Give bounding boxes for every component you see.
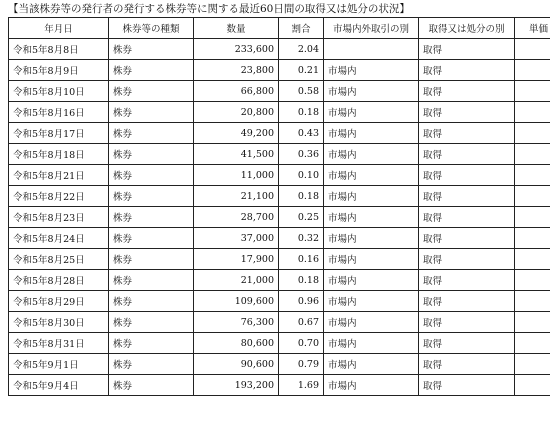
cell-acquisition-disposal: 取得: [419, 375, 515, 396]
cell-market: [324, 39, 419, 60]
cell-ratio: 0.16: [279, 249, 324, 270]
cell-date: 令和5年8月30日: [9, 312, 109, 333]
cell-ratio: 0.58: [279, 81, 324, 102]
cell-market: 市場内: [324, 375, 419, 396]
cell-quantity: 76,300: [194, 312, 279, 333]
cell-quantity: 20,800: [194, 102, 279, 123]
cell-date: 令和5年8月31日: [9, 333, 109, 354]
cell-market: 市場内: [324, 291, 419, 312]
cell-security-type: 株券: [109, 123, 194, 144]
table-row: [9, 207, 550, 228]
cell-market: 市場内: [324, 228, 419, 249]
cell-quantity: 28,700: [194, 207, 279, 228]
cell-unit-price: [515, 291, 550, 312]
cell-security-type: 株券: [109, 291, 194, 312]
cell-security-type: 株券: [109, 312, 194, 333]
table-row: [9, 375, 550, 396]
cell-market: 市場内: [324, 123, 419, 144]
cell-date: 令和5年8月17日: [9, 123, 109, 144]
cell-acquisition-disposal: 取得: [419, 291, 515, 312]
cell-security-type: 株券: [109, 165, 194, 186]
cell-security-type: 株券: [109, 144, 194, 165]
cell-security-type: 株券: [109, 186, 194, 207]
cell-unit-price: [515, 165, 550, 186]
cell-unit-price: [515, 228, 550, 249]
cell-quantity: 21,000: [194, 270, 279, 291]
cell-acquisition-disposal: 取得: [419, 186, 515, 207]
cell-acquisition-disposal: 取得: [419, 270, 515, 291]
cell-unit-price: [515, 102, 550, 123]
cell-acquisition-disposal: 取得: [419, 249, 515, 270]
table-row: [9, 186, 550, 207]
cell-date: 令和5年8月22日: [9, 186, 109, 207]
cell-quantity: 66,800: [194, 81, 279, 102]
cell-ratio: 0.67: [279, 312, 324, 333]
cell-unit-price: [515, 144, 550, 165]
cell-unit-price: [515, 312, 550, 333]
cell-date: 令和5年9月4日: [9, 375, 109, 396]
cell-unit-price: [515, 60, 550, 81]
cell-security-type: 株券: [109, 207, 194, 228]
cell-date: 令和5年8月25日: [9, 249, 109, 270]
cell-quantity: 41,500: [194, 144, 279, 165]
cell-date: 令和5年8月21日: [9, 165, 109, 186]
cell-unit-price: [515, 270, 550, 291]
cell-acquisition-disposal: 取得: [419, 354, 515, 375]
cell-security-type: 株券: [109, 270, 194, 291]
table-row: [9, 81, 550, 102]
cell-ratio: 0.21: [279, 60, 324, 81]
cell-quantity: 90,600: [194, 354, 279, 375]
cell-ratio: 0.18: [279, 102, 324, 123]
cell-date: 令和5年9月1日: [9, 354, 109, 375]
header-ratio: 割合: [279, 18, 324, 39]
table-body: [9, 39, 550, 396]
header-quantity: 数量: [194, 18, 279, 39]
cell-ratio: 0.36: [279, 144, 324, 165]
cell-quantity: 109,600: [194, 291, 279, 312]
cell-acquisition-disposal: 取得: [419, 165, 515, 186]
cell-unit-price: [515, 354, 550, 375]
table-row: [9, 144, 550, 165]
header-market: 市場内外取引の別: [324, 18, 419, 39]
cell-acquisition-disposal: 取得: [419, 228, 515, 249]
cell-market: 市場内: [324, 354, 419, 375]
cell-security-type: 株券: [109, 60, 194, 81]
table-row: [9, 333, 550, 354]
cell-security-type: 株券: [109, 39, 194, 60]
header-date: 年月日: [9, 18, 109, 39]
cell-security-type: 株券: [109, 354, 194, 375]
table-row: [9, 354, 550, 375]
cell-acquisition-disposal: 取得: [419, 123, 515, 144]
table-row: [9, 249, 550, 270]
cell-market: 市場内: [324, 186, 419, 207]
cell-date: 令和5年8月29日: [9, 291, 109, 312]
cell-unit-price: [515, 81, 550, 102]
cell-acquisition-disposal: 取得: [419, 60, 515, 81]
cell-quantity: 80,600: [194, 333, 279, 354]
cell-ratio: 0.70: [279, 333, 324, 354]
cell-market: 市場内: [324, 102, 419, 123]
cell-unit-price: [515, 39, 550, 60]
document-title: 【当該株券等の発行者の発行する株券等に関する最近60日間の取得又は処分の状況】: [8, 3, 410, 15]
cell-ratio: 0.32: [279, 228, 324, 249]
cell-unit-price: [515, 249, 550, 270]
cell-security-type: 株券: [109, 333, 194, 354]
cell-ratio: 1.69: [279, 375, 324, 396]
cell-unit-price: [515, 186, 550, 207]
cell-unit-price: [515, 123, 550, 144]
cell-date: 令和5年8月8日: [9, 39, 109, 60]
table-header-row: [9, 18, 550, 39]
cell-quantity: 193,200: [194, 375, 279, 396]
cell-market: 市場内: [324, 165, 419, 186]
cell-quantity: 23,800: [194, 60, 279, 81]
cell-ratio: 0.96: [279, 291, 324, 312]
cell-acquisition-disposal: 取得: [419, 207, 515, 228]
cell-acquisition-disposal: 取得: [419, 102, 515, 123]
table-row: [9, 291, 550, 312]
cell-security-type: 株券: [109, 249, 194, 270]
table-row: [9, 165, 550, 186]
cell-ratio: 0.18: [279, 186, 324, 207]
cell-security-type: 株券: [109, 228, 194, 249]
transactions-table: [8, 17, 550, 396]
cell-ratio: 0.43: [279, 123, 324, 144]
cell-acquisition-disposal: 取得: [419, 81, 515, 102]
cell-quantity: 11,000: [194, 165, 279, 186]
cell-market: 市場内: [324, 249, 419, 270]
cell-ratio: 0.25: [279, 207, 324, 228]
cell-quantity: 21,100: [194, 186, 279, 207]
cell-ratio: 0.79: [279, 354, 324, 375]
cell-date: 令和5年8月16日: [9, 102, 109, 123]
cell-market: 市場内: [324, 207, 419, 228]
cell-date: 令和5年8月9日: [9, 60, 109, 81]
cell-quantity: 37,000: [194, 228, 279, 249]
table-row: [9, 270, 550, 291]
table-row: [9, 123, 550, 144]
cell-date: 令和5年8月18日: [9, 144, 109, 165]
table-row: [9, 102, 550, 123]
cell-acquisition-disposal: 取得: [419, 39, 515, 60]
cell-ratio: 0.10: [279, 165, 324, 186]
cell-acquisition-disposal: 取得: [419, 312, 515, 333]
cell-acquisition-disposal: 取得: [419, 144, 515, 165]
cell-security-type: 株券: [109, 375, 194, 396]
cell-ratio: 2.04: [279, 39, 324, 60]
cell-security-type: 株券: [109, 102, 194, 123]
cell-market: 市場内: [324, 333, 419, 354]
cell-security-type: 株券: [109, 81, 194, 102]
cell-date: 令和5年8月28日: [9, 270, 109, 291]
cell-market: 市場内: [324, 144, 419, 165]
header-unit-price: 単価: [515, 18, 550, 39]
cell-market: 市場内: [324, 81, 419, 102]
cell-market: 市場内: [324, 270, 419, 291]
table-row: [9, 312, 550, 333]
table-row: [9, 60, 550, 81]
cell-date: 令和5年8月23日: [9, 207, 109, 228]
header-security-type: 株券等の種類: [109, 18, 194, 39]
cell-quantity: 49,200: [194, 123, 279, 144]
table-row: [9, 39, 550, 60]
cell-unit-price: [515, 375, 550, 396]
cell-market: 市場内: [324, 60, 419, 81]
cell-date: 令和5年8月10日: [9, 81, 109, 102]
cell-date: 令和5年8月24日: [9, 228, 109, 249]
cell-acquisition-disposal: 取得: [419, 333, 515, 354]
header-acquisition-disposal: 取得又は処分の別: [419, 18, 515, 39]
cell-market: 市場内: [324, 312, 419, 333]
table-row: [9, 228, 550, 249]
cell-quantity: 17,900: [194, 249, 279, 270]
cell-unit-price: [515, 207, 550, 228]
cell-quantity: 233,600: [194, 39, 279, 60]
cell-unit-price: [515, 333, 550, 354]
cell-ratio: 0.18: [279, 270, 324, 291]
